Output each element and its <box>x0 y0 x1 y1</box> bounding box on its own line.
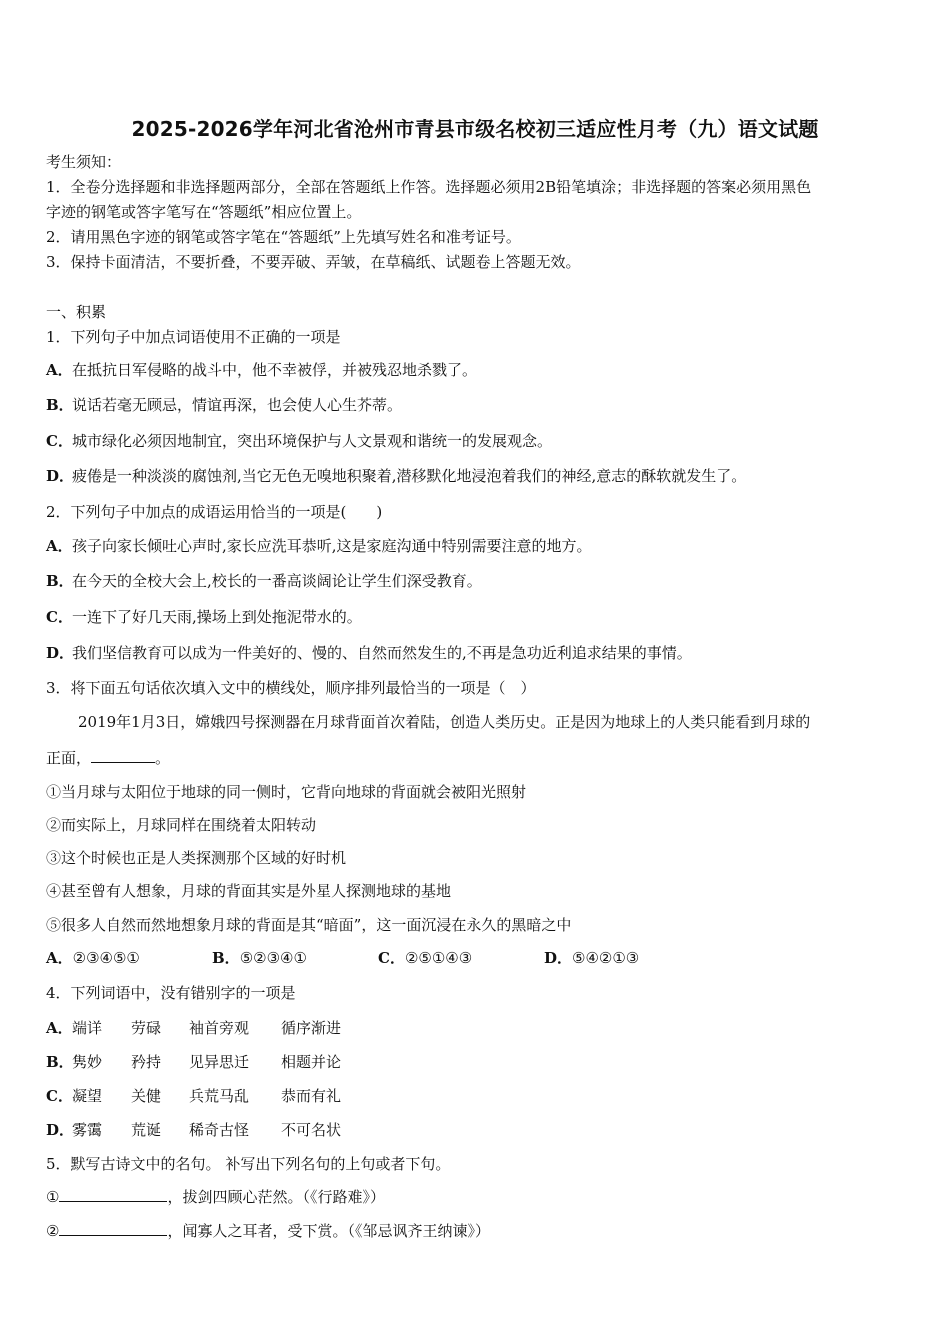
question-2-option-d <box>46 643 692 663</box>
question-3-stem: 3．将下面五句话依次填入文中的横线处，顺序排列最恰当的一项是（ ） <box>46 679 536 697</box>
notice-item-1-line-2: 字迹的钢笔或答字笔写在“答题纸”相应位置上。 <box>46 203 362 221</box>
option-label: B． <box>46 396 74 414</box>
option-label: A． <box>46 949 73 967</box>
question-3-sentence-1: ①当月球与太阳位于地球的同一侧时，它背向地球的背面就会被阳光照射 <box>46 783 527 801</box>
word-item: 相题并论 <box>281 1053 342 1071</box>
option-label: C． <box>46 432 73 450</box>
option-text: ⑤②③④① <box>239 949 307 967</box>
option-text: ②③④⑤① <box>72 949 140 967</box>
notice-heading: 考生须知： <box>46 153 122 171</box>
question-1-option-b <box>46 395 402 415</box>
question-3-passage-line-1: 2019年1月3日，嫦娥四号探测器在月球背面首次着陆，创造人类历史。正是因为地球上的人类只能看到月球的 <box>78 713 811 731</box>
word-item: 雾霭 <box>72 1121 103 1139</box>
option-label: D． <box>46 644 75 662</box>
option-label: D． <box>46 467 75 485</box>
option-label: D． <box>544 949 573 967</box>
word-item: 凝望 <box>72 1087 103 1105</box>
question-3-sentence-2: ②而实际上，月球同样在围绕着太阳转动 <box>46 816 317 834</box>
option-text: 在抵抗日军侵略的战斗中，他不幸被俘，并被残忍地杀戮了。 <box>72 361 478 379</box>
question-3-options <box>46 948 639 968</box>
word-item: 袖首旁观 <box>189 1019 250 1037</box>
option-text: 孩子向家长倾吐心声时,家长应洗耳恭听,这是家庭沟通中特别需要注意的地方。 <box>72 537 592 555</box>
option-text: 疲倦是一种淡淡的腐蚀剂,当它无色无嗅地积聚着,潜移默化地浸泡着我们的神经,意志的酥软就发生了。 <box>72 467 747 485</box>
option-text: 说话若毫无顾忌，情谊再深，也会使人心生芥蒂。 <box>72 396 403 414</box>
word-item: 隽妙 <box>72 1053 103 1071</box>
question-2-stem: 2．下列句子中加点的成语运用恰当的一项是( ) <box>46 503 383 521</box>
option-text: 城市绿化必须因地制宜，突出环境保护与人文景观和谐统一的发展观念。 <box>72 432 553 450</box>
word-item: 关健 <box>131 1087 162 1105</box>
question-1-option-c <box>46 431 552 451</box>
option-label: C． <box>46 1087 73 1105</box>
option-text: 在今天的全校大会上,校长的一番高谈阔论让学生们深受教育。 <box>72 572 482 590</box>
fill-in-blank[interactable] <box>59 1221 167 1236</box>
fill-in-blank[interactable] <box>91 748 155 763</box>
word-item: 矜持 <box>131 1053 162 1071</box>
notice-item-1-line-1: 1．全卷分选择题和非选择题两部分，全部在答题纸上作答。选择题必须用2B铅笔填涂；非选择题的答案必须用黑色 <box>46 178 812 196</box>
word-item: 恭而有礼 <box>281 1087 342 1105</box>
question-4-option-d <box>46 1120 341 1140</box>
item-number: ① <box>46 1188 60 1206</box>
question-5-stem: 5．默写古诗文中的名句。 补写出下列名句的上句或者下句。 <box>46 1155 451 1173</box>
question-4-option-a <box>46 1018 341 1038</box>
word-item: 见异思迁 <box>189 1053 250 1071</box>
option-label: A． <box>46 1019 73 1037</box>
word-item: 荒诞 <box>131 1121 162 1139</box>
option-label: D． <box>46 1121 75 1139</box>
option-label: B． <box>46 572 74 590</box>
question-3-option-d <box>544 948 639 968</box>
question-3-sentence-3: ③这个时候也正是人类探测那个区域的好时机 <box>46 849 347 867</box>
question-4-option-b <box>46 1052 341 1072</box>
item-text: ，拔剑四顾心茫然。（《行路难》） <box>167 1188 385 1206</box>
option-label: B． <box>212 949 240 967</box>
option-text: 一连下了好几天雨,操场上到处拖泥带水的。 <box>72 608 362 626</box>
word-item: 稀奇古怪 <box>189 1121 250 1139</box>
notice-item-2: 2．请用黑色字迹的钢笔或答字笔在“答题纸”上先填写姓名和准考证号。 <box>46 228 521 246</box>
option-label: A． <box>46 361 73 379</box>
question-5-item-1 <box>46 1187 385 1207</box>
question-1-option-d <box>46 466 746 486</box>
question-1-option-a <box>46 360 477 380</box>
section-heading: 一、积累 <box>46 303 107 321</box>
option-text: ⑤④②①③ <box>572 949 640 967</box>
word-item: 兵荒马乱 <box>189 1087 250 1105</box>
question-3-option-c <box>378 948 544 968</box>
word-item: 劳碌 <box>131 1019 162 1037</box>
question-3-passage-line-2 <box>46 748 170 768</box>
word-item: 循序渐进 <box>281 1019 342 1037</box>
page-title: 2025-2026学年河北省沧州市青县市级名校初三适应性月考（九）语文试题 <box>131 117 819 141</box>
option-text: ②⑤①④③ <box>404 949 473 967</box>
option-label: A． <box>46 537 73 555</box>
question-1-stem: 1．下列句子中加点词语使用不正确的一项是 <box>46 328 341 346</box>
question-3-option-b <box>212 948 378 968</box>
question-3-option-a <box>46 948 212 968</box>
item-number: ② <box>46 1222 60 1240</box>
word-item: 不可名状 <box>281 1121 342 1139</box>
option-text: 我们坚信教育可以成为一件美好的、慢的、自然而然发生的,不再是急功近利追求结果的事情。 <box>72 644 692 662</box>
question-4-stem: 4．下列词语中，没有错别字的一项是 <box>46 984 296 1002</box>
question-3-sentence-5: ⑤很多人自然而然地想象月球的背面是其“暗面”，这一面沉浸在永久的黑暗之中 <box>46 916 572 934</box>
notice-item-3: 3．保持卡面清洁，不要折叠，不要弄破、弄皱，在草稿纸、试题卷上答题无效。 <box>46 253 581 271</box>
option-label: C． <box>378 949 405 967</box>
option-label: B． <box>46 1053 74 1071</box>
option-label: C． <box>46 608 73 626</box>
question-3-sentence-4: ④甚至曾有人想象，月球的背面其实是外星人探测地球的基地 <box>46 882 452 900</box>
question-4-option-c <box>46 1086 341 1106</box>
question-2-option-b <box>46 571 482 591</box>
question-2-option-a <box>46 536 592 556</box>
question-5-item-2 <box>46 1221 490 1241</box>
fill-in-blank[interactable] <box>59 1187 167 1202</box>
passage-prefix: 正面， <box>46 749 92 767</box>
word-item: 端详 <box>72 1019 103 1037</box>
question-2-option-c <box>46 607 362 627</box>
passage-suffix: 。 <box>155 749 171 767</box>
item-text: ，闻寡人之耳者，受下赏。（《邹忌讽齐王纳谏》） <box>167 1222 490 1240</box>
